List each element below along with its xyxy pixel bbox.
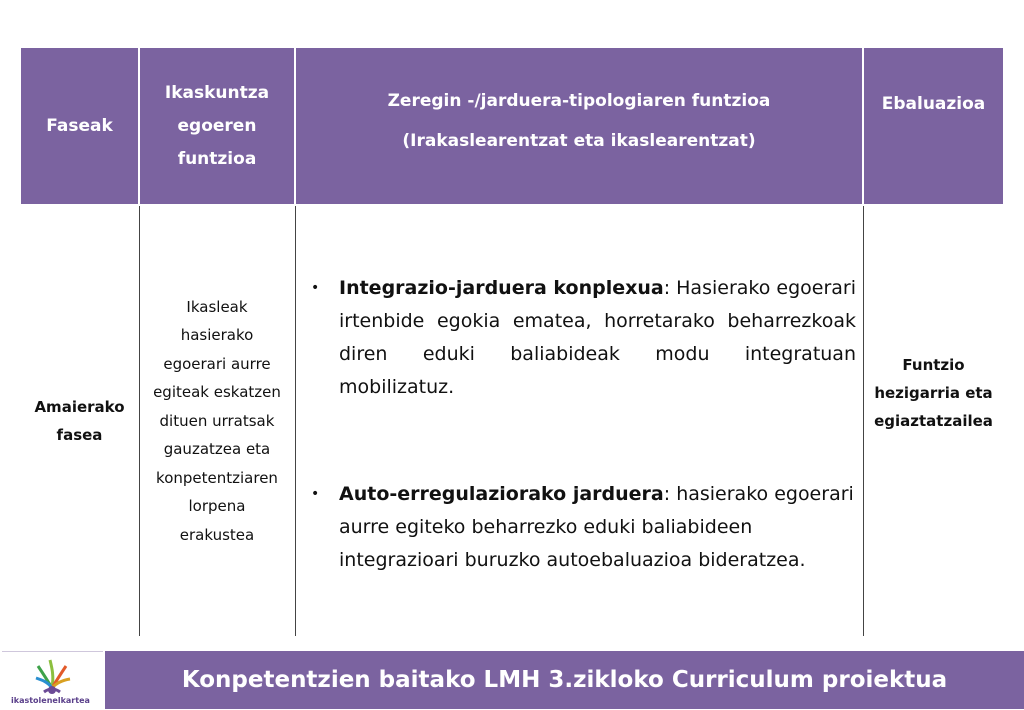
function-line: egoerari aurre [163,354,271,373]
phases-table [21,48,1003,636]
function-line: dituen urratsak [159,411,275,430]
bullet-icon: • [311,486,320,502]
header-line: funtzioa [177,148,257,169]
evaluation-line: egiaztatzailea [874,412,993,430]
header-line: Zeregin -/jarduera-tipologiaren funtzioa [387,90,771,111]
logo [2,651,103,710]
phase-line: Amaierako [34,398,125,416]
logo-text: ikastolenelkartea [11,696,90,705]
header-line: (Irakaslearentzat eta ikaslearentzat) [402,130,756,151]
footer-banner [105,651,1024,709]
function-cell [140,206,294,636]
task-typology-cell [311,206,856,636]
header-evaluation-label: Ebaluazioa [881,93,986,114]
function-line: gauzatzea eta [163,440,271,459]
phase-line: fasea [56,426,103,444]
banner-title: Konpetentzien baitako LMH 3.zikloko Curriculum proiektua [181,667,948,693]
evaluation-line: Funtzio [902,356,965,374]
header-evaluation [864,48,1003,204]
evaluation-line: hezigarria eta [874,384,993,402]
header-learning-situations [140,48,294,204]
header-faseak-label: Faseak [46,115,113,136]
column-divider [295,206,296,636]
ikastolen-logo-icon [2,652,103,696]
header-faseak [21,48,138,204]
bullet-title: Integrazio-jarduera konplexua [339,277,664,299]
function-line: egiteak eskatzen [153,383,281,402]
phase-cell [21,206,138,636]
function-line: lorpena [188,497,246,516]
footer [0,651,1024,709]
bullet-text: : Hasierako egoerari irtenbide egokia ematea, horretarako beharrezkoak diren eduki baliabideak modu integratuan mobilizatuz. [339,277,856,398]
function-line: Ikasleak [186,297,248,316]
evaluation-cell [864,206,1003,636]
bullet-title: Auto-erregulaziorako jarduera [339,483,664,505]
header-line: egoeren [177,115,257,136]
header-line: Ikaskuntza [164,82,270,103]
bullet-text: : hasierako egoerari aurre egiteko beharrezko eduki baliabideen integrazioari buruzko autoebaluazioa bideratzea. [339,483,854,571]
function-line: erakustea [179,525,255,544]
function-line: hasierako [180,326,254,345]
function-line: konpetentziaren [156,468,278,487]
bullet-icon: • [311,280,320,296]
header-task-typology [296,48,862,204]
